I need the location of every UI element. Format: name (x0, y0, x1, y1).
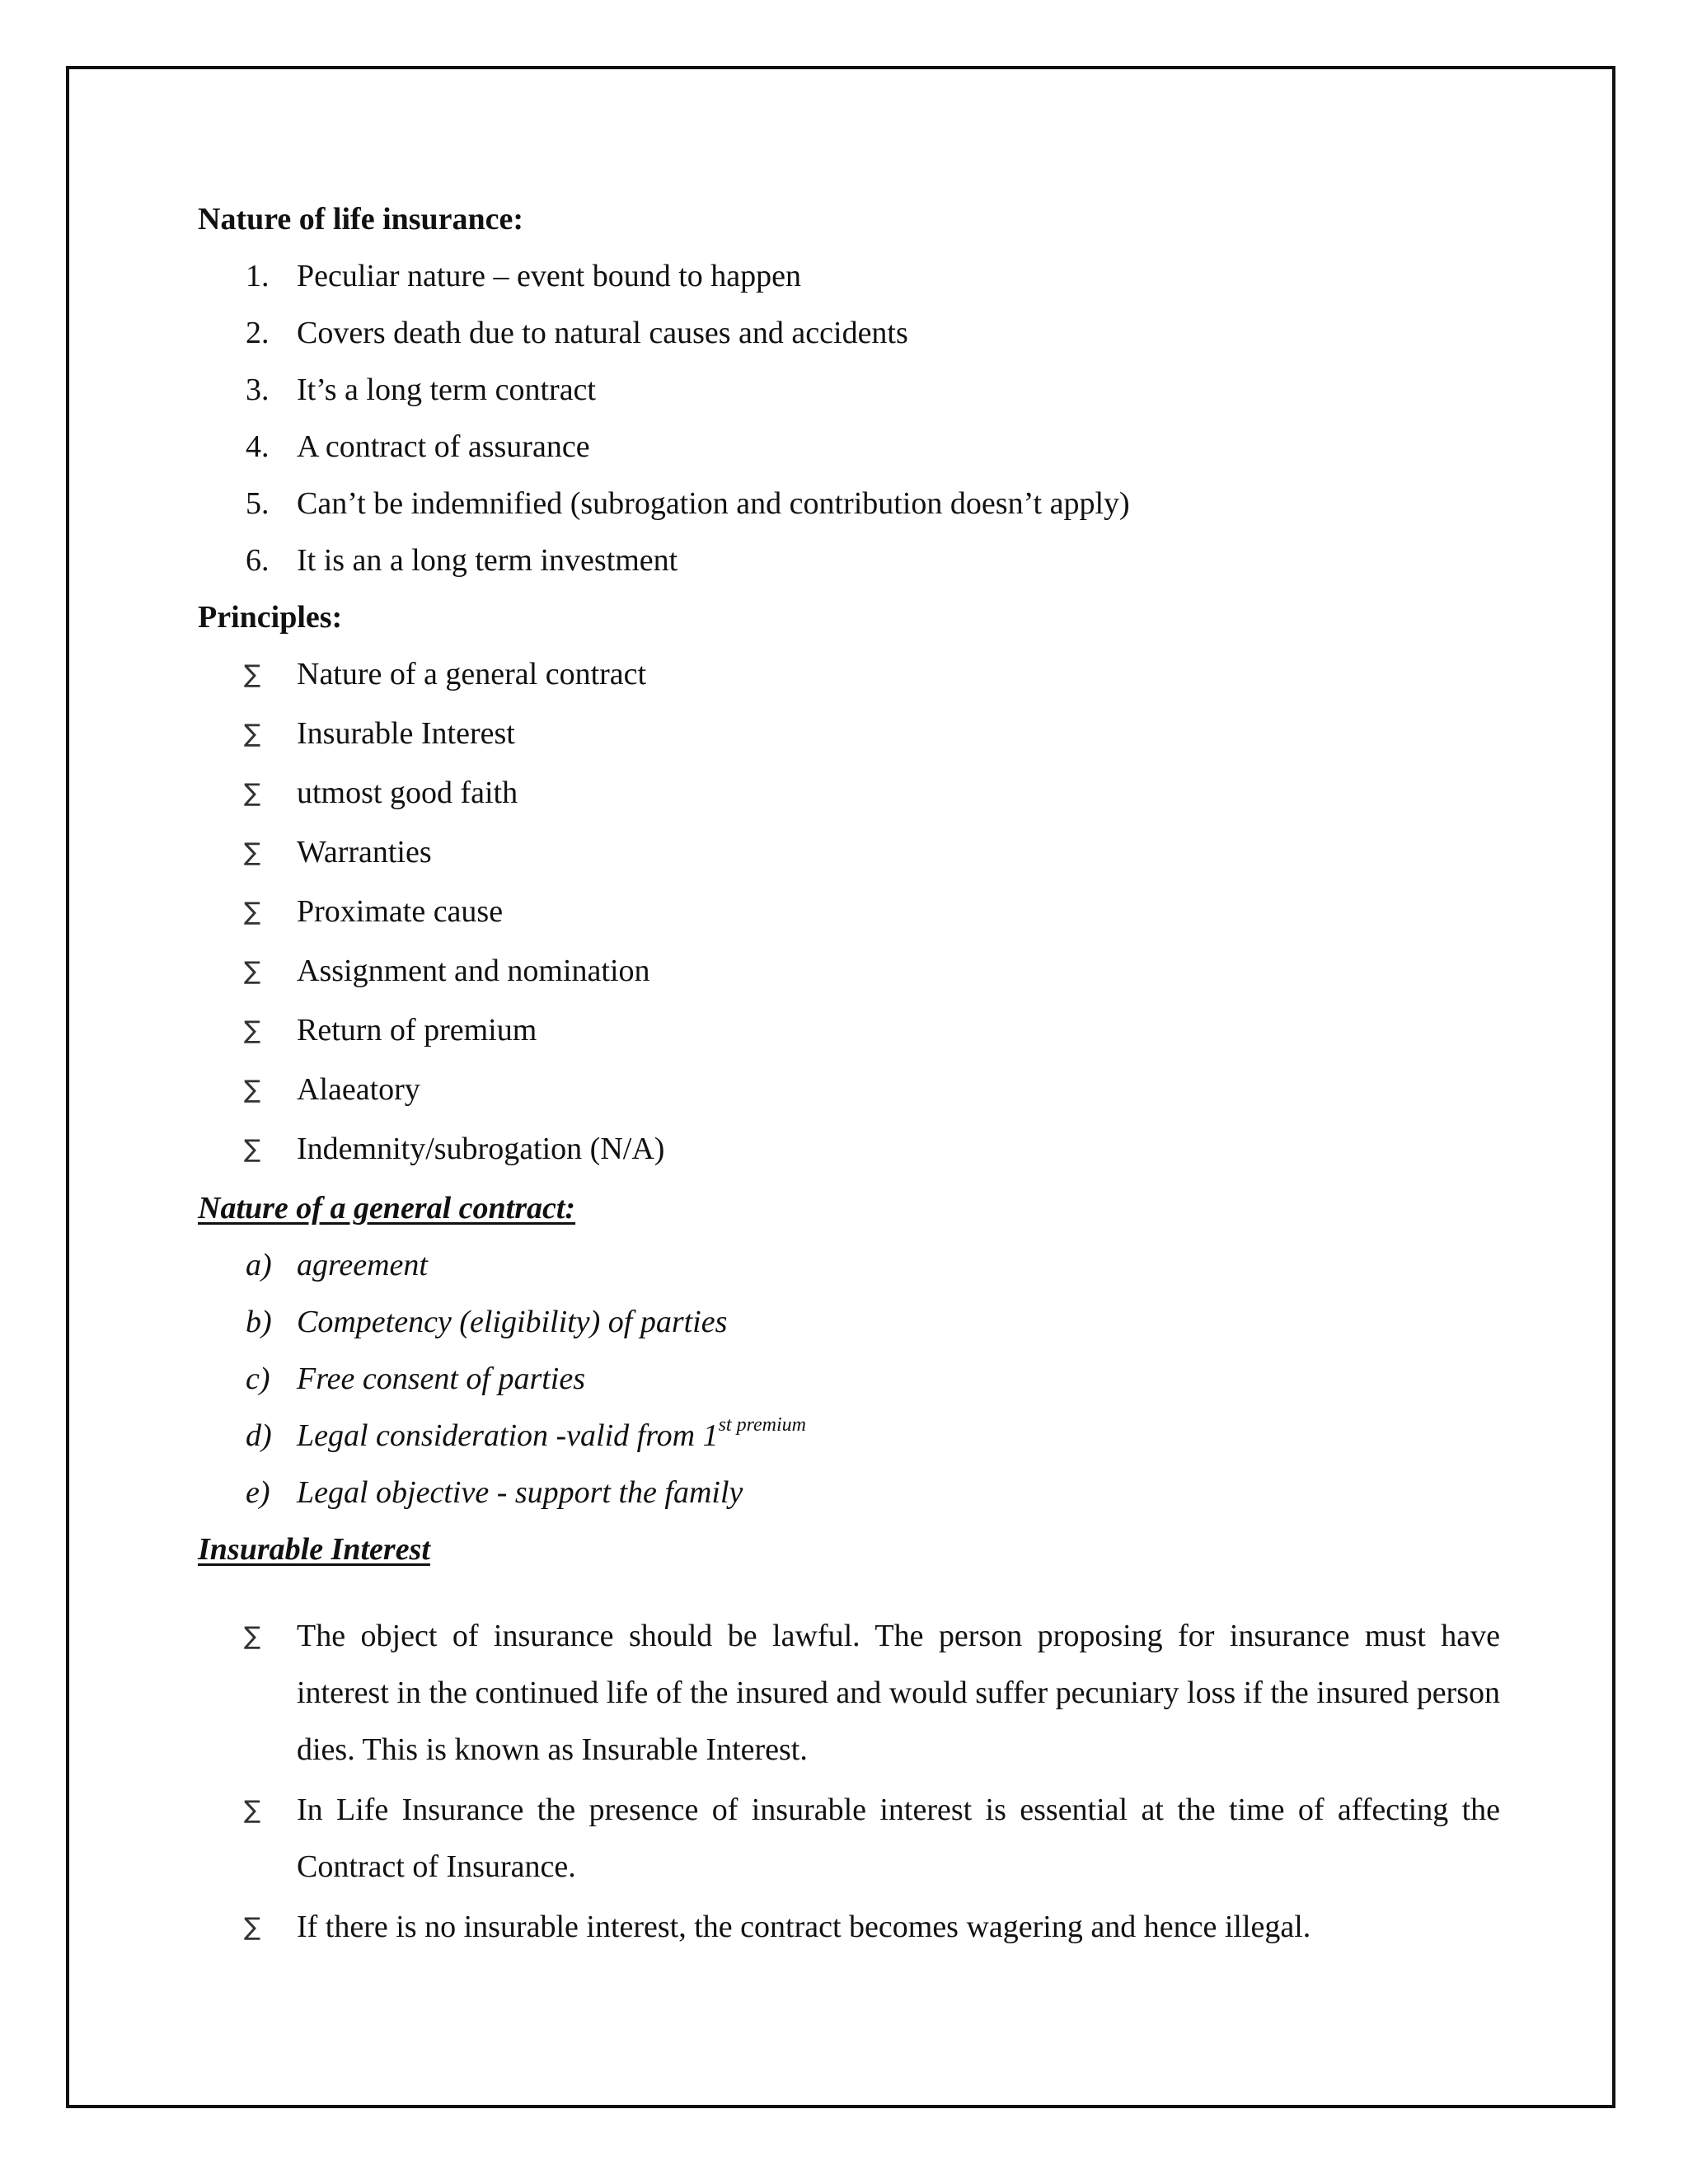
list-item (198, 1002, 1500, 1062)
list-item-text: Warranties (297, 835, 432, 869)
sigma-bullet-icon: ∑ (244, 957, 261, 986)
document-content (198, 191, 1500, 1959)
list-letter: a) (246, 1248, 272, 1282)
list-item (198, 1608, 1500, 1779)
list-letter: b) (246, 1305, 272, 1339)
list-item (198, 362, 1500, 419)
list-item (198, 1408, 1500, 1465)
list-item-text: Insurable Interest (297, 716, 515, 751)
sigma-bullet-icon: ∑ (244, 1622, 261, 1651)
list-number: 3. (246, 373, 270, 407)
section-heading-general-contract: Nature of a general contract: (198, 1191, 576, 1226)
list-item-text: Can’t be indemnified (subrogation and contribution doesn’t apply) (297, 486, 1130, 521)
list-item-text: In Life Insurance the presence of insurable interest is essential at the time of affecting the Contract of Insurance. (297, 1793, 1500, 1884)
section-heading-principles: Principles: (198, 600, 343, 635)
list-item (198, 765, 1500, 824)
list-item (198, 476, 1500, 532)
sigma-bullet-icon: ∑ (244, 1135, 261, 1164)
principles-list (198, 646, 1500, 1180)
list-item (198, 943, 1500, 1002)
list-item (198, 1782, 1500, 1896)
list-item (198, 824, 1500, 883)
general-contract-list (198, 1237, 1500, 1521)
list-item (198, 646, 1500, 705)
list-item (198, 883, 1500, 943)
list-item (198, 1351, 1500, 1408)
spacer (198, 1578, 1500, 1608)
list-letter: e) (246, 1475, 270, 1510)
list-item-text: Legal objective - support the family (297, 1475, 743, 1510)
list-item (198, 1121, 1500, 1180)
list-item (198, 1465, 1500, 1521)
list-item-text: If there is no insurable interest, the contract becomes wagering and hence illegal. (297, 1910, 1311, 1944)
list-item-text: utmost good faith (297, 776, 518, 810)
list-item-text: Return of premium (297, 1013, 537, 1047)
list-item-text: It is an a long term investment (297, 543, 678, 578)
section-heading-nature-of-life-insurance: Nature of life insurance: (198, 202, 524, 237)
list-item (198, 248, 1500, 305)
list-item-text: Competency (eligibility) of parties (297, 1305, 728, 1339)
list-letter: d) (246, 1418, 272, 1453)
list-number: 4. (246, 429, 270, 464)
list-item-text: Covers death due to natural causes and accidents (297, 316, 908, 350)
list-item (198, 1062, 1500, 1121)
sigma-bullet-icon: ∑ (244, 660, 261, 689)
list-item (198, 419, 1500, 476)
sigma-bullet-icon: ∑ (244, 1076, 261, 1104)
list-item-text: It’s a long term contract (297, 373, 596, 407)
list-item (198, 705, 1500, 765)
nature-list (198, 248, 1500, 589)
sigma-bullet-icon: ∑ (244, 719, 261, 748)
list-item-text: Nature of a general contract (297, 657, 647, 691)
list-item-text: Proximate cause (297, 894, 504, 929)
list-item-text: Legal consideration -valid from 1 (297, 1418, 719, 1453)
sigma-bullet-icon: ∑ (244, 1796, 261, 1825)
list-number: 2. (246, 316, 270, 350)
list-item (198, 1294, 1500, 1351)
sigma-bullet-icon: ∑ (244, 838, 261, 867)
list-number: 6. (246, 543, 270, 578)
list-item-text: agreement (297, 1248, 428, 1282)
sigma-bullet-icon: ∑ (244, 779, 261, 808)
list-item (198, 532, 1500, 589)
section-heading-insurable-interest: Insurable Interest (198, 1532, 430, 1567)
sigma-bullet-icon: ∑ (244, 1913, 261, 1942)
list-item (198, 1237, 1500, 1294)
sigma-bullet-icon: ∑ (244, 1016, 261, 1045)
list-number: 5. (246, 486, 270, 521)
list-item-text: A contract of assurance (297, 429, 590, 464)
list-number: 1. (246, 259, 270, 293)
list-item-text: Peculiar nature – event bound to happen (297, 259, 802, 293)
list-item-text: Indemnity/subrogation (N/A) (297, 1132, 665, 1166)
superscript: st premium (718, 1414, 807, 1436)
list-item-text: Free consent of parties (297, 1361, 586, 1396)
sigma-bullet-icon: ∑ (244, 898, 261, 926)
list-letter: c) (246, 1361, 270, 1396)
list-item-text: Alaeatory (297, 1072, 420, 1107)
insurable-interest-list (198, 1608, 1500, 1956)
list-item-text: The object of insurance should be lawful. The person proposing for insurance must have interest in the continued life of the insured and would suffer pecuniary loss if the insured person dies. This is known as Insurable Interest. (297, 1619, 1500, 1767)
list-item (198, 1899, 1500, 1956)
list-item-text: Assignment and nomination (297, 954, 650, 988)
list-item (198, 305, 1500, 362)
